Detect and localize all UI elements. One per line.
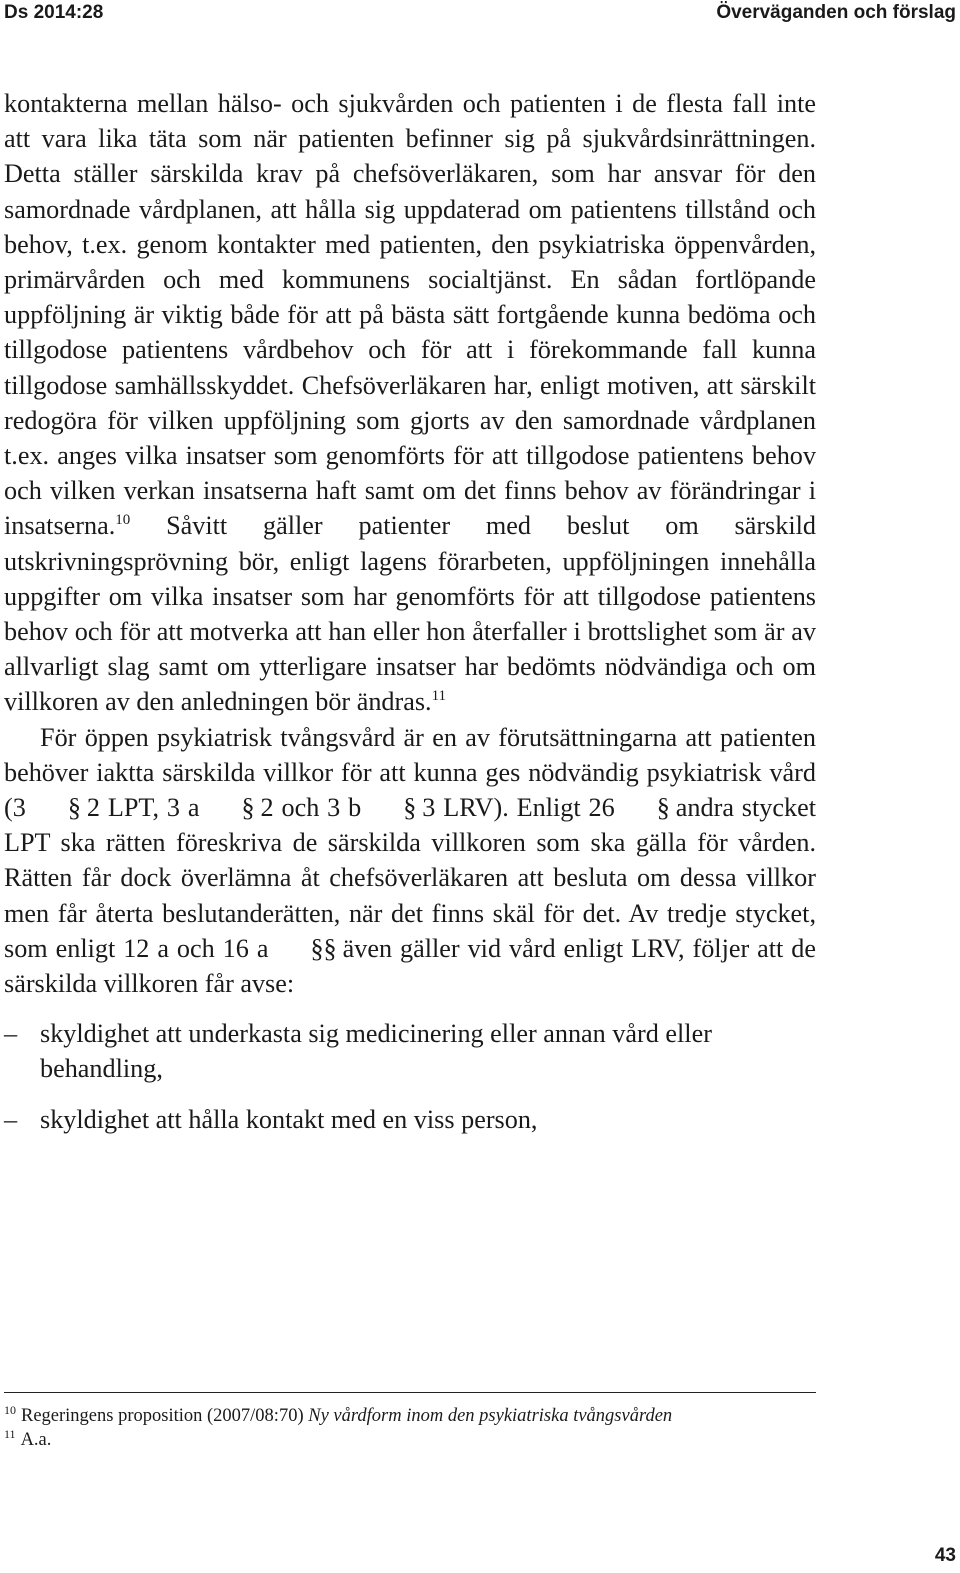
section-sign: § xyxy=(656,793,670,823)
section-sign: § xyxy=(241,793,255,823)
page-header xyxy=(0,0,960,28)
list-item: – skyldighet att underkasta sig medicinering eller annan vård eller behandling, xyxy=(4,1016,816,1086)
dash-marker: – xyxy=(4,1019,18,1049)
footnote-ref-11[interactable]: 11 xyxy=(431,688,447,705)
section-sign: § xyxy=(67,793,81,823)
dash-list xyxy=(4,1016,816,1137)
chapter-title: Överväganden och förslag xyxy=(716,2,956,23)
document-id: Ds 2014:28 xyxy=(4,2,104,23)
footnote-10: $^{10}$ Regeringens proposition (2007/08:70) Ny vårdform inom den psykiatriska tvångsvården xyxy=(4,1403,673,1426)
section-sign: § xyxy=(403,793,417,823)
footnote-11: $^{11}$ A.a. xyxy=(4,1427,52,1450)
paragraph-1: kontakterna mellan hälso- och sjukvården och patienten i de flesta fall inte att vara lika täta som när patienten befinner sig på sjukvårdsinrättningen. Detta ställer särskilda krav på chefsöverläkaren, som har ansvar för den samordnade vårdplanen, att hålla sig uppdaterad om patientens tillstånd och behov, t.ex. genom kontakter med patienten, den psykiatriska öppenvården, primärvården och med kommunens socialtjänst. En sådan fortlöpande uppföljning är viktig både för att på bästa sätt fortgående kunna bedöma och tillgodose patientens vårdbehov och för att i förekommande fall kunna tillgodose samhällsskyddet. Chefsöverläkaren har, enligt motiven, att särskilt redogöra för vilken uppföljning som gjorts av den samordnade vårdplanen t.ex. anges vilka insatser som genomförts för att tillgodose patientens behov och vilken verkan insatserna haft samt om det finns behov av förändringar i insatserna.$^{10}$ Såvitt gäller patienter med beslut om särskild utskrivningsprövning bör, enligt lagens förarbeten, uppföljningen innehålla uppgifter om vilka insatser som har genomförts för att tillgodose patientens behov och för att motverka att han eller hon återfaller i brottslighet som är av allvarligt slag samt om ytterligare insatser har bedömts nödvändiga och om villkoren av den anledningen bör ändras.$^{11}$ xyxy=(4,89,816,717)
footnote-ref-10[interactable]: 10 xyxy=(115,512,131,529)
page-number: 43 xyxy=(934,1545,956,1566)
dash-marker: – xyxy=(4,1104,18,1134)
body-text xyxy=(4,86,816,1152)
footnote-divider xyxy=(4,1392,816,1393)
paragraph-2: För öppen psykiatrisk tvångsvård är en av förutsättningarna att patienten behöver iaktta särskilda villkor för att kunna ges nödvändig psykiatrisk vård (3 § 2 LPT, 3 a § 2 och 3 b § 3 LRV). Enligt 26 § andra stycket LPT ska rätten föreskriva de särskilda villkoren som ska gälla för vården. Rätten får dock överlämna åt chefsöverläkaren att besluta om dessa villkor men får återta beslutanderätten, när det finns skäl för det. Av tredje stycket, som enligt 12 a och 16 a §§ även gäller vid vård enligt LRV, följer att de särskilda villkoren får avse: xyxy=(4,722,816,999)
double-section-sign: §§ xyxy=(310,933,337,963)
footnotes xyxy=(4,1404,816,1452)
footnote-title: Ny vårdform inom den psykiatriska tvångsvården xyxy=(308,1406,673,1426)
list-item: – skyldighet att hålla kontakt med en viss person, xyxy=(4,1102,816,1137)
